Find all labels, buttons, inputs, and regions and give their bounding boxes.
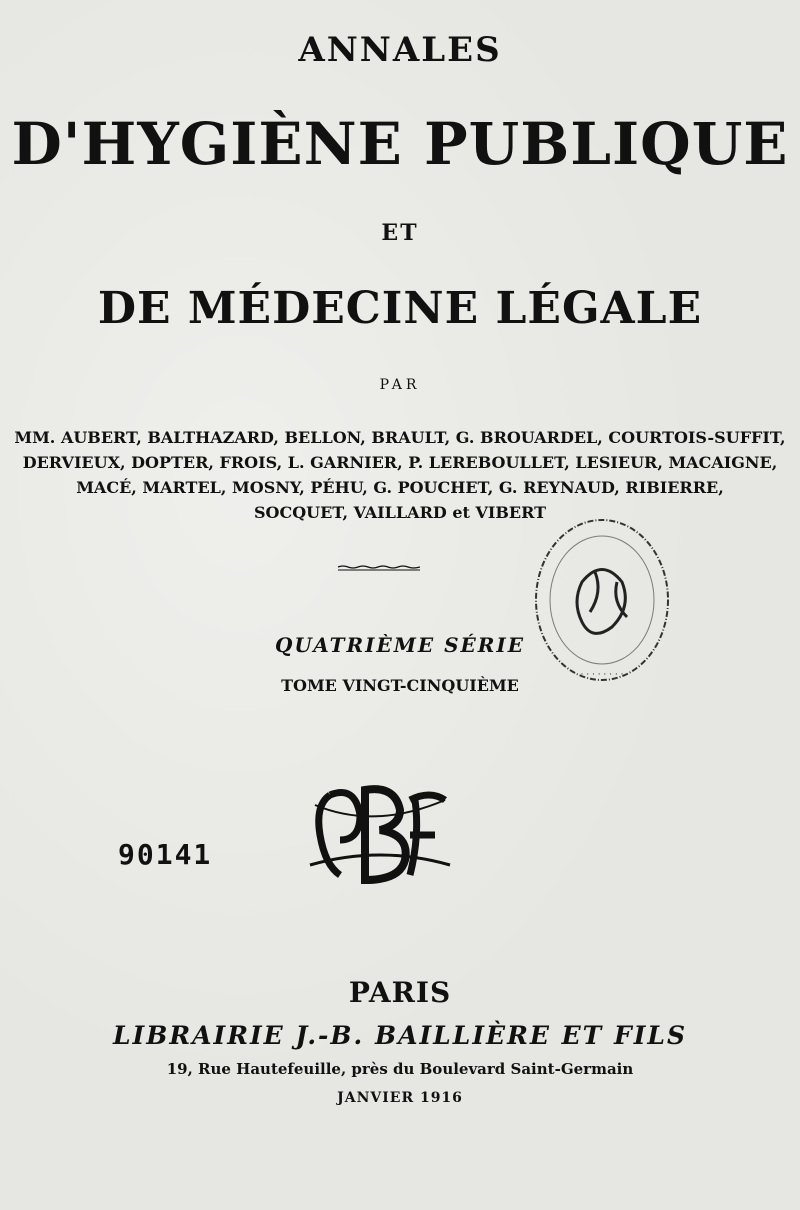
journal-title-main: D'HYGIÈNE PUBLIQUE	[11, 110, 789, 178]
authors-line-4: SOCQUET, VAILLARD et VIBERT	[253, 503, 546, 522]
imprint-publisher: LIBRAIRIE J.-B. BAILLIÈRE ET FILS	[112, 1021, 688, 1050]
authors-line-1: MM. AUBERT, BALTHAZARD, BELLON, BRAULT, G. BROUARDEL, COURTOIS-SUFFIT,	[14, 428, 786, 447]
volume-label: TOME VINGT-CINQUIÈME	[281, 676, 519, 695]
imprint-city: PARIS	[348, 976, 452, 1009]
journal-title-sub: DE MÉDECINE LÉGALE	[97, 283, 703, 334]
call-number: 90141	[118, 838, 213, 871]
by-label: PAR	[379, 377, 421, 393]
imprint-date: JANVIER 1916	[337, 1090, 463, 1106]
series-label: QUATRIÈME SÉRIE	[274, 633, 526, 657]
imprint-address: 19, Rue Hautefeuille, près du Boulevard Saint-Germain	[166, 1060, 634, 1078]
authors-line-3: MACÉ, MARTEL, MOSNY, PÉHU, G. POUCHET, G. REYNAUD, RIBIERRE,	[76, 478, 724, 497]
journal-prefix: ANNALES	[298, 30, 502, 70]
publisher-monogram	[300, 775, 460, 885]
authors-line-2: DERVIEUX, DOPTER, FROIS, L. GARNIER, P. LEREBOULLET, LESIEUR, MACAIGNE,	[22, 453, 778, 472]
title-conjunction: ET	[381, 220, 419, 246]
library-stamp	[527, 512, 677, 692]
svg-text:· · · · · · · ·: · · · · · · · ·	[580, 670, 624, 680]
wavy-divider	[338, 565, 420, 571]
